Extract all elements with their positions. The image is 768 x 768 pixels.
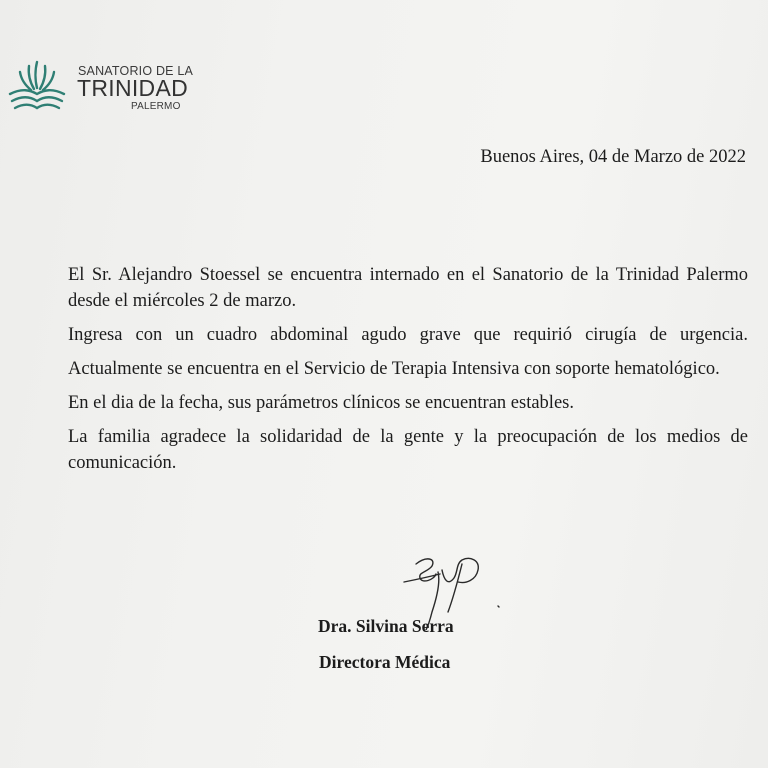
signatory-role: Directora Médica xyxy=(319,652,451,672)
letter-date: Buenos Aires, 04 de Marzo de 2022 xyxy=(480,147,746,167)
sanatorio-trinidad-logo-icon xyxy=(8,58,66,114)
letterhead-line-3: PALERMO xyxy=(131,101,181,112)
letterhead-logo xyxy=(8,58,198,118)
letter-body xyxy=(68,262,748,484)
paragraph-current-status: Actualmente se encuentra en el Servicio de Terapia Intensiva con soporte hematológico. xyxy=(68,359,720,379)
letterhead-line-2: TRINIDAD xyxy=(77,75,189,101)
signatory-name: Dra. Silvina Serra xyxy=(318,616,454,636)
letterhead-line-1: SANATORIO DE LA xyxy=(78,64,194,78)
paragraph-parameters: En el dia de la fecha, sus parámetros clínicos se encuentran estables. xyxy=(68,393,574,413)
paragraph-thanks: La familia agradece la solidaridad de la gente y la preocupación de los medios de comunicación. xyxy=(68,427,748,473)
paragraph-diagnosis: Ingresa con un cuadro abdominal agudo grave que requirió cirugía de urgencia. xyxy=(68,325,748,345)
paragraph-admission: El Sr. Alejandro Stoessel se encuentra internado en el Sanatorio de la Trinidad Palermo desde el miércoles 2 de marzo. xyxy=(68,265,748,311)
